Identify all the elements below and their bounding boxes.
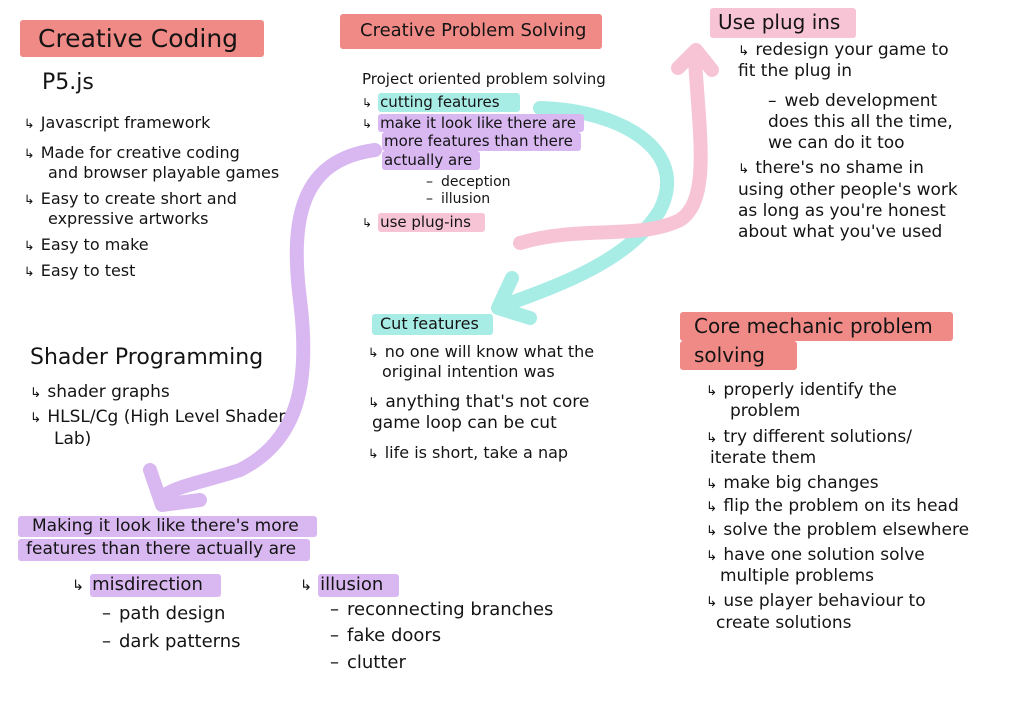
cut-features-list xyxy=(368,342,594,463)
list-item: iterate them xyxy=(710,447,817,468)
list-item: create solutions xyxy=(716,612,852,633)
list-item: ↳ Easy to test xyxy=(24,261,136,280)
illusion-group xyxy=(300,574,553,674)
list-item: and browser playable games xyxy=(48,163,280,182)
more-features-title xyxy=(18,516,317,561)
core-mechanic-title-line2: solving xyxy=(680,341,797,370)
creative-problem-solving-list xyxy=(362,70,606,232)
bullet-arrow-icon: ↳ xyxy=(706,499,718,516)
core-mechanic-title xyxy=(680,312,953,370)
use-plugins-list xyxy=(738,40,958,243)
list-item: multiple problems xyxy=(720,566,875,586)
list-item: – path design xyxy=(102,602,226,624)
list-item: Lab) xyxy=(54,428,92,449)
bullet-arrow-icon: ↳ xyxy=(706,522,718,539)
bullet-arrow-icon: ↳ xyxy=(368,346,379,361)
list-item: Project oriented problem solving xyxy=(362,70,606,88)
shader-subtitle-text: Shader Programming xyxy=(30,345,264,370)
bullet-arrow-icon: ↳ xyxy=(368,446,379,462)
core-mechanic-list xyxy=(706,380,969,634)
list-item: ↳ shader graphs xyxy=(30,382,170,402)
bullet-arrow-icon: ↳ xyxy=(706,547,718,564)
list-item: actually are xyxy=(362,151,606,170)
list-item: ↳ solve the problem elsewhere xyxy=(706,519,970,540)
list-item: ↳ life is short, take a nap xyxy=(368,442,569,462)
core-mechanic-title-line1: Core mechanic problem xyxy=(680,312,953,341)
list-item: – clutter xyxy=(330,651,406,673)
bullet-arrow-icon: ↳ xyxy=(738,43,750,59)
bullet-arrow-icon: ↳ xyxy=(706,429,718,446)
bullet-arrow-icon: ↳ xyxy=(368,395,380,411)
list-item: ↳ Made for creative coding xyxy=(24,143,240,162)
bullet-arrow-icon: ↳ xyxy=(706,383,718,399)
list-item: ↳ make big changes xyxy=(706,473,879,493)
cut-features-title xyxy=(372,314,493,335)
creative-coding-title xyxy=(20,20,264,57)
list-item: original intention was xyxy=(382,362,555,381)
list-item: – illusion xyxy=(426,191,491,208)
bullet-arrow-icon: ↳ xyxy=(24,117,35,132)
bullet-arrow-icon: ↳ xyxy=(738,161,750,178)
list-item: expressive artworks xyxy=(48,209,209,228)
list-item: as long as you're honest xyxy=(738,200,946,221)
p5-subtitle-text: P5.js xyxy=(42,70,94,95)
bullet-arrow-icon: ↳ xyxy=(72,578,85,594)
p5-subtitle xyxy=(42,70,94,95)
bullet-arrow-icon: ↳ xyxy=(24,193,35,208)
more-features-title-line2: features than there actually are xyxy=(18,539,310,560)
list-item: ↳ there's no shame in xyxy=(738,158,924,179)
list-item: ↳ use plug-ins xyxy=(362,213,606,232)
list-item: more features than there xyxy=(362,132,606,151)
shader-list xyxy=(30,382,285,450)
list-item: ↳ misdirection xyxy=(72,574,241,597)
list-item: – reconnecting branches xyxy=(330,598,554,620)
cut-features-title-text: Cut features xyxy=(372,314,493,335)
use-plugins-title xyxy=(710,8,856,38)
list-item: ↳ flip the problem on its head xyxy=(706,496,959,517)
use-plugins-title-text: Use plug ins xyxy=(710,8,856,38)
list-item: ↳ redesign your game to xyxy=(738,40,949,60)
list-item: ↳ have one solution solve xyxy=(706,544,925,565)
list-item: – deception xyxy=(426,173,511,190)
list-item: ↳ no one will know what the xyxy=(368,342,595,361)
creative-problem-solving-title xyxy=(340,14,602,49)
shader-subtitle xyxy=(30,345,263,370)
bullet-arrow-icon: ↳ xyxy=(30,410,42,427)
bullet-arrow-icon: ↳ xyxy=(24,147,35,162)
list-item: – fake doors xyxy=(330,625,442,646)
list-item: ↳ Easy to make xyxy=(24,235,149,254)
bullet-arrow-icon: ↳ xyxy=(300,578,313,594)
list-item: – web development xyxy=(768,90,938,111)
misdirection-group xyxy=(72,574,241,654)
list-item: ↳ try different solutions/ xyxy=(706,426,913,447)
list-item: using other people's work xyxy=(738,179,958,200)
list-item: about what you've used xyxy=(738,222,943,242)
list-item: ↳ anything that's not core xyxy=(368,392,590,412)
list-item: ↳ cutting features xyxy=(362,93,606,112)
list-item: ↳ properly identify the xyxy=(706,380,897,400)
more-features-title-line1: Making it look like there's more xyxy=(18,516,317,537)
bullet-arrow-icon: ↳ xyxy=(30,385,42,401)
bullet-arrow-icon: ↳ xyxy=(24,265,35,280)
list-item: we can do it too xyxy=(768,133,905,153)
bullet-arrow-icon: ↳ xyxy=(706,594,718,611)
creative-coding-title-text: Creative Coding xyxy=(20,20,264,57)
list-item: fit the plug in xyxy=(738,61,853,82)
bullet-arrow-icon: ↳ xyxy=(362,116,373,131)
bullet-arrow-icon: ↳ xyxy=(362,95,373,110)
list-item: ↳ Javascript framework xyxy=(24,113,211,132)
list-item: does this all the time, xyxy=(768,111,953,132)
list-item: ↳ illusion xyxy=(300,574,553,597)
list-item: ↳ Easy to create short and xyxy=(24,189,237,208)
list-item: ↳ make it look like there are xyxy=(362,114,606,133)
list-item: ↳ HLSL/Cg (High Level Shader xyxy=(30,407,286,428)
list-item: ↳ use player behaviour to xyxy=(706,591,926,612)
p5-list xyxy=(24,113,279,281)
list-item: – dark patterns xyxy=(102,631,241,652)
bullet-arrow-icon: ↳ xyxy=(24,239,35,254)
creative-problem-solving-title-text: Creative Problem Solving xyxy=(340,14,602,49)
list-item: problem xyxy=(730,401,801,422)
bullet-arrow-icon: ↳ xyxy=(362,215,373,230)
list-item: game loop can be cut xyxy=(372,413,557,434)
bullet-arrow-icon: ↳ xyxy=(706,476,718,492)
